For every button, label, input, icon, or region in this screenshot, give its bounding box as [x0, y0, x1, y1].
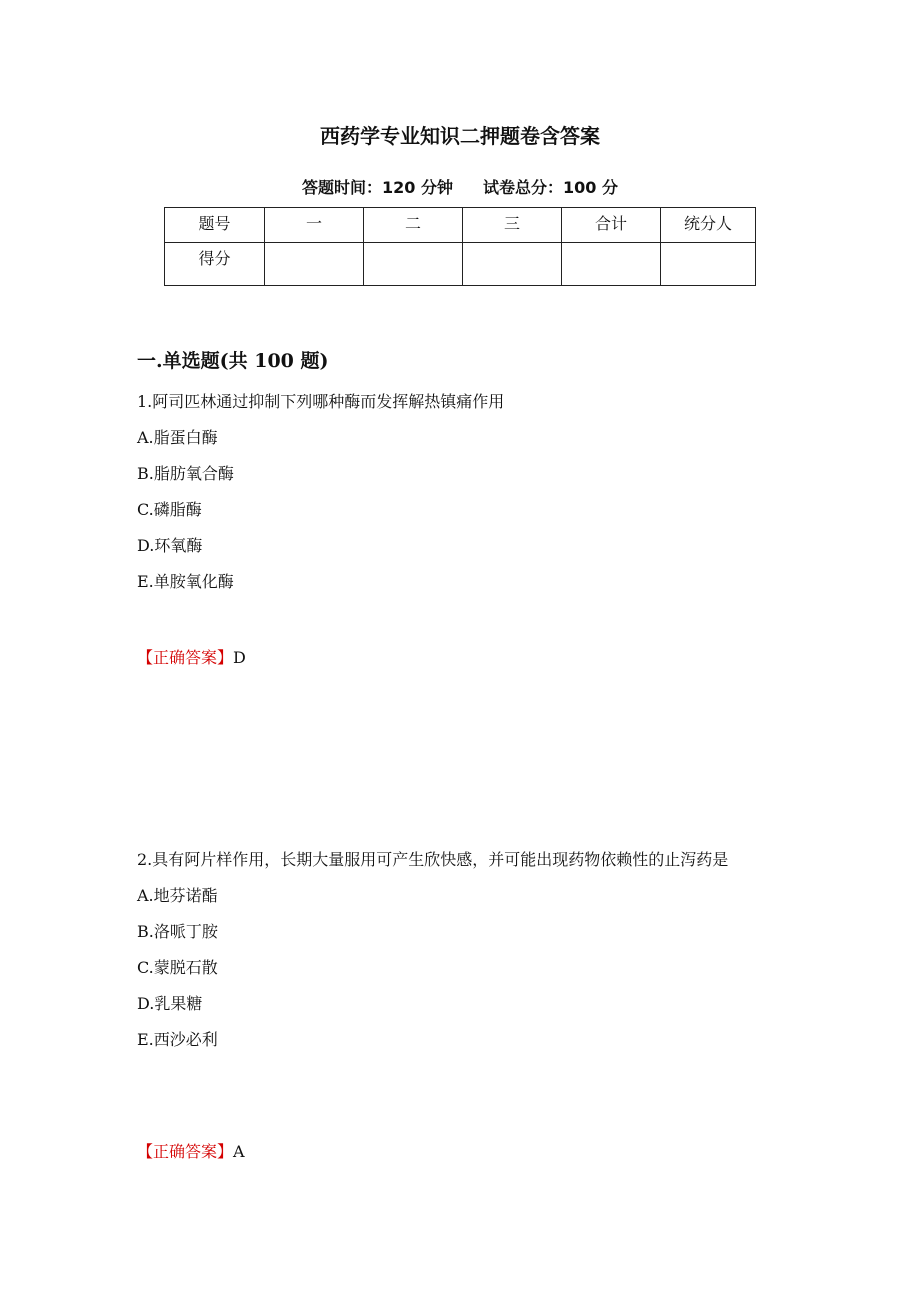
page-title: 西药学专业知识二押题卷含答案	[320, 124, 600, 148]
answer-value: A	[233, 1142, 245, 1161]
question-stem: 2.具有阿片样作用，长期大量服用可产生欣快感，并可能出现药物依赖性的止泻药是	[137, 850, 729, 869]
score-cell	[661, 243, 756, 286]
question-stem: 1.阿司匹林通过抑制下列哪种酶而发挥解热镇痛作用	[137, 392, 505, 411]
exam-time: 答题时间：120 分钟	[302, 178, 453, 197]
score-cell	[364, 243, 463, 286]
score-table-header-row	[165, 208, 756, 243]
option-c: C.磷脂酶	[137, 500, 202, 519]
score-header-cell: 二	[364, 208, 463, 243]
score-header-cell: 合计	[562, 208, 661, 243]
score-row-label: 得分	[165, 243, 265, 286]
score-cell	[463, 243, 562, 286]
answer-label: 【正确答案】	[137, 1142, 234, 1161]
answer-value: D	[233, 648, 246, 667]
section-title: 一.单选题(共 100 题)	[137, 350, 329, 372]
option-d: D.乳果糖	[137, 994, 203, 1013]
option-b: B.脂肪氧合酶	[137, 464, 234, 483]
option-e: E.单胺氧化酶	[137, 572, 234, 591]
answer-label: 【正确答案】	[137, 648, 234, 667]
option-a: A.地芬诺酯	[137, 886, 218, 905]
option-e: E.西沙必利	[137, 1030, 218, 1049]
score-table-score-row	[165, 243, 756, 286]
question-1	[137, 384, 782, 600]
answer-2	[137, 1139, 245, 1162]
score-cell	[562, 243, 661, 286]
option-c: C.蒙脱石散	[137, 958, 218, 977]
option-a: A.脂蛋白酶	[137, 428, 218, 447]
score-header-cell: 统分人	[661, 208, 756, 243]
question-2	[137, 842, 782, 1058]
exam-meta	[0, 175, 920, 198]
option-b: B.洛哌丁胺	[137, 922, 218, 941]
score-table	[164, 207, 756, 286]
score-header-cell: 题号	[165, 208, 265, 243]
answer-1	[137, 645, 246, 668]
score-cell	[265, 243, 364, 286]
score-header-cell: 一	[265, 208, 364, 243]
exam-total-score: 试卷总分：100 分	[483, 178, 618, 197]
score-header-cell: 三	[463, 208, 562, 243]
option-d: D.环氧酶	[137, 536, 203, 555]
